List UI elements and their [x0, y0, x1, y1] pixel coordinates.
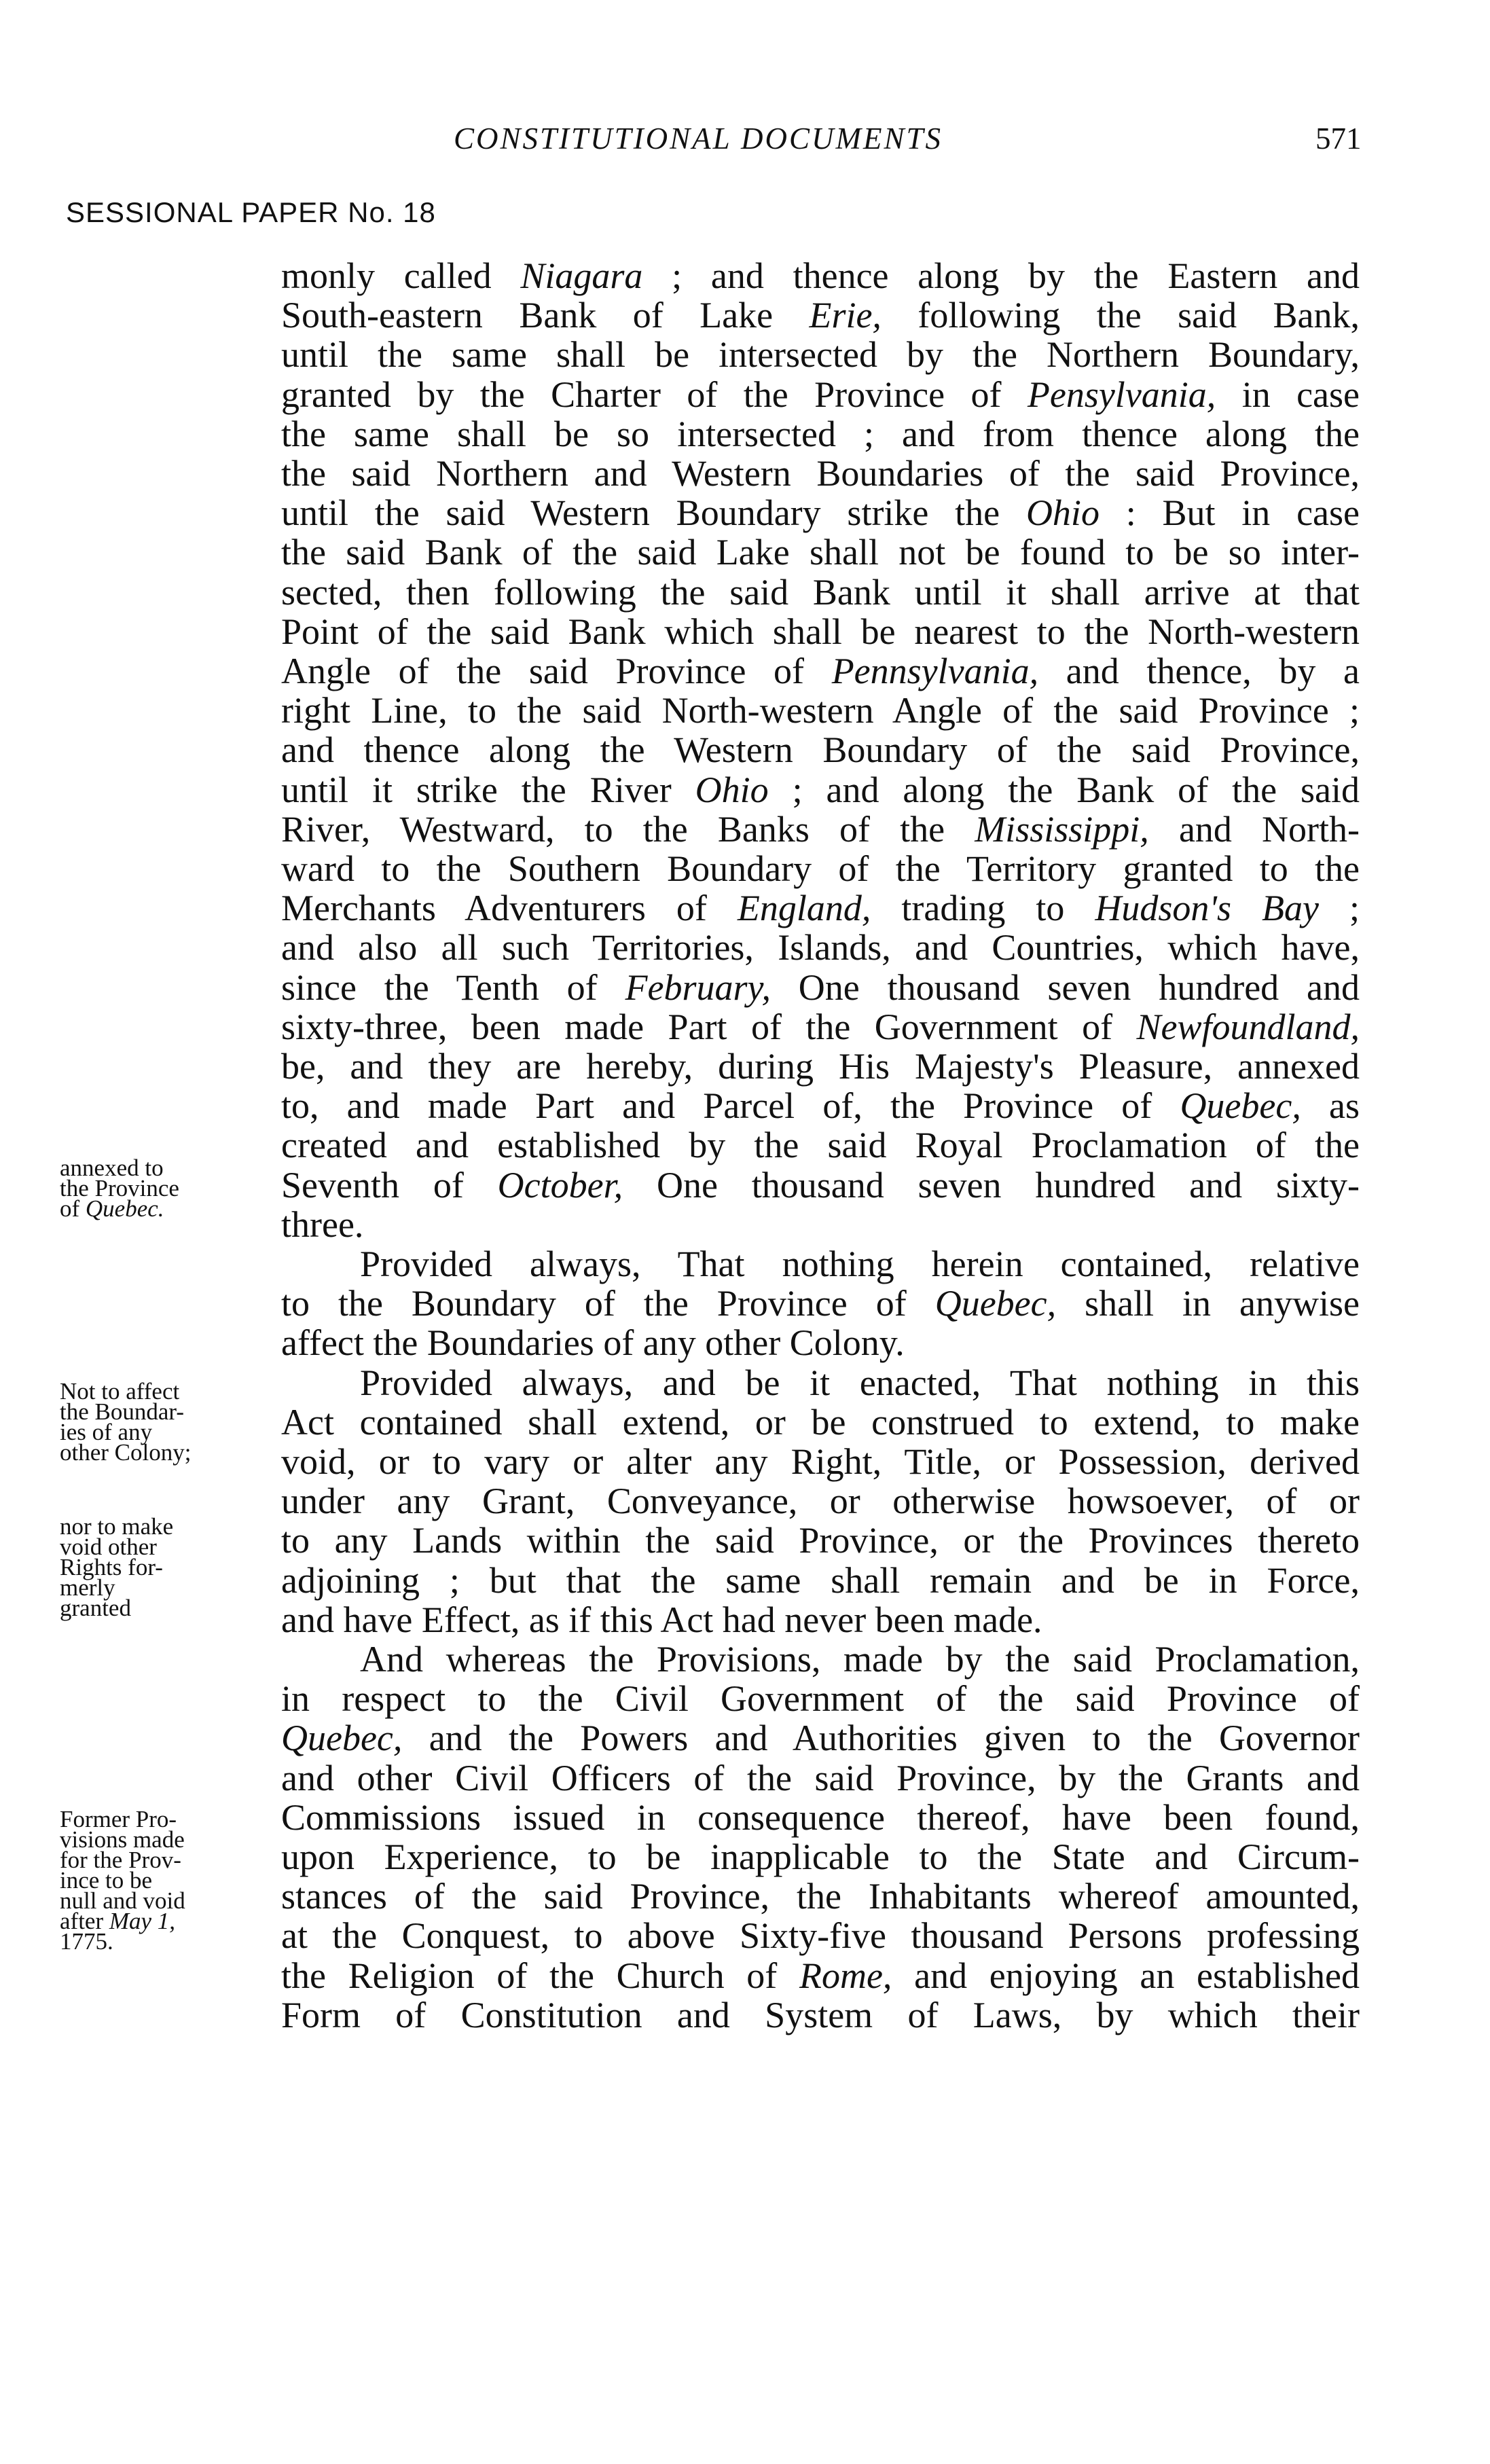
margin-note-text: ince to be	[60, 1867, 153, 1894]
text-segment: trading to	[871, 888, 1095, 929]
body-line	[281, 965, 1360, 1010]
running-title: CONSTITUTIONAL DOCUMENTS	[454, 122, 943, 156]
italic-text: Mississippi,	[975, 808, 1149, 850]
margin-note-text: the Province	[60, 1175, 179, 1201]
body-line	[281, 1479, 1360, 1523]
margin-note-text: for the Prov-	[60, 1847, 181, 1873]
text-segment: at the Conquest, to above Sixty-five thousand Persons professing	[281, 1915, 1360, 1957]
text-segment: Commissions issued in consequence thereof, have been found,	[281, 1796, 1360, 1838]
body-line	[281, 1558, 1360, 1603]
margin-note	[60, 1378, 192, 1466]
margin-note-text: null and void	[60, 1887, 185, 1914]
body-line	[281, 1004, 1360, 1049]
body-line	[281, 490, 1360, 535]
body-line	[281, 1756, 1360, 1800]
margin-note	[60, 1513, 174, 1621]
text-segment: River, Westward, to the Banks of the	[281, 808, 975, 850]
page-number: 571	[1315, 122, 1362, 156]
text-segment: three.	[281, 1203, 364, 1245]
body-line	[281, 1795, 1360, 1840]
text-segment: created and established by the said Royal Proclamation of the	[281, 1125, 1360, 1166]
margin-note-text: merly	[60, 1574, 115, 1601]
margin-note-text: after	[60, 1908, 109, 1934]
text-segment: to any Lands within the said Province, or the Provinces thereto	[281, 1520, 1360, 1561]
text-segment: South-eastern Bank of Lake	[281, 295, 810, 336]
italic-text: February,	[625, 966, 771, 1008]
italic-text: October,	[497, 1164, 623, 1206]
text-segment: Angle of the said Province of	[281, 651, 832, 691]
text-segment: Act contained shall extend, or be construed to extend, to make	[281, 1401, 1360, 1443]
body-line	[360, 1242, 1360, 1286]
body-line	[281, 1993, 1360, 2037]
margin-note-italic: May 1,	[109, 1908, 176, 1934]
text-segment: since the Tenth of	[281, 966, 625, 1008]
margin-note-text: of	[60, 1195, 86, 1222]
body-line	[281, 253, 1360, 298]
body-line	[281, 1044, 1360, 1089]
italic-text: Ohio	[695, 769, 769, 810]
text-segment: ;	[1318, 888, 1360, 929]
margin-note-text: void other	[60, 1534, 157, 1560]
body-line	[281, 1597, 1360, 1642]
text-segment: the same shall be so intersected ; and from thence along the	[281, 413, 1360, 454]
text-segment: in case	[1216, 374, 1360, 415]
text-segment: : But in case	[1099, 492, 1360, 534]
margin-note-text: ies of any	[60, 1419, 153, 1445]
text-segment: stances of the said Province, the Inhabitants whereof amounted,	[281, 1876, 1360, 1917]
italic-text: Hudson's Bay	[1095, 888, 1319, 929]
text-segment: Point of the said Bank which shall be nearest to the North-western	[281, 611, 1360, 652]
italic-text: Pennsylvania,	[831, 651, 1039, 691]
margin-note-text: annexed to	[60, 1155, 164, 1181]
text-segment: and thence along the Western Boundary of the said Province,	[281, 729, 1360, 771]
text-segment: Provided always, and be it enacted, That nothing in this	[360, 1362, 1360, 1403]
text-segment: the Religion of the Church of	[281, 1955, 799, 1996]
margin-note-text: the Boundar-	[60, 1398, 184, 1425]
body-line	[281, 1913, 1360, 1958]
text-segment: One thousand seven hundred and sixty-	[623, 1164, 1360, 1206]
margin-note-text: other Colony;	[60, 1439, 192, 1466]
margin-note-text: Rights for-	[60, 1554, 163, 1580]
text-segment: shall in anywise	[1056, 1283, 1360, 1324]
text-segment: in respect to the Civil Government of the said Province of	[281, 1678, 1360, 1720]
text-segment: following the said Bank,	[881, 295, 1360, 336]
text-segment: and have Effect, as if this Act had never been made.	[281, 1599, 1042, 1640]
text-segment: until the said Western Boundary strike the	[281, 492, 1026, 534]
text-segment: be, and they are hereby, during His Majesty's Pleasure, annexed	[281, 1046, 1360, 1087]
body-line	[281, 451, 1360, 496]
margin-note-text: Former Pro-	[60, 1806, 177, 1832]
body-line	[281, 372, 1360, 417]
italic-text: Quebec,	[1180, 1085, 1301, 1127]
text-segment: the said Bank of the said Lake shall not be found to be so inter-	[281, 532, 1360, 573]
text-segment: Seventh of	[281, 1164, 498, 1206]
text-segment: under any Grant, Conveyance, or otherwise howsoever, of or	[281, 1481, 1360, 1522]
body-line	[281, 1163, 1360, 1208]
margin-note-text: Not to affect	[60, 1378, 180, 1405]
italic-text: Newfoundland,	[1136, 1006, 1360, 1047]
text-segment: right Line, to the said North-western Angle of the said Province ;	[281, 690, 1360, 731]
italic-text: Pensylvania,	[1027, 374, 1216, 415]
body-line	[281, 1439, 1360, 1484]
text-segment: upon Experience, to be inapplicable to the State and Circum-	[281, 1836, 1360, 1877]
body-line	[281, 886, 1360, 930]
margin-note-italic: Quebec.	[85, 1195, 164, 1222]
italic-text: Ohio	[1025, 492, 1100, 534]
body-line	[281, 1202, 1360, 1247]
text-segment: sected, then following the said Bank until it shall arrive at that	[281, 571, 1360, 613]
text-segment: Provided always, That nothing herein contained, relative	[360, 1244, 1360, 1284]
margin-note-line	[60, 1595, 173, 1621]
body-line	[281, 1320, 1360, 1365]
body-line	[281, 807, 1360, 852]
body-line	[281, 1083, 1360, 1128]
text-segment: adjoining ; but that the same shall remain and be in Force,	[281, 1559, 1360, 1601]
body-line	[281, 1953, 1360, 1998]
text-segment: until the same shall be intersected by the Northern Boundary,	[281, 334, 1360, 376]
body-line	[281, 293, 1360, 338]
text-segment: to, and made Part and Parcel of, the Province of	[281, 1085, 1180, 1127]
body-line	[281, 570, 1360, 615]
body-line	[281, 925, 1360, 970]
italic-text: Niagara	[520, 255, 643, 296]
text-segment: the said Northern and Western Boundaries of the said Province,	[281, 453, 1360, 494]
body-line	[360, 1637, 1360, 1682]
body-line	[281, 1281, 1360, 1326]
body-line	[281, 332, 1360, 377]
text-segment: ward to the Southern Boundary of the Territory granted to the	[281, 848, 1360, 889]
body-line	[281, 727, 1360, 772]
italic-text: Erie,	[809, 295, 882, 336]
margin-note	[60, 1155, 179, 1222]
margin-note	[60, 1806, 185, 1955]
text-segment: Form of Constitution and System of Laws, by which their	[281, 1994, 1360, 2035]
margin-note-text: visions made	[60, 1826, 185, 1853]
body-line	[281, 609, 1360, 654]
text-segment: void, or to vary or alter any Right, Title, or Possession, derived	[281, 1441, 1360, 1482]
margin-note-line	[60, 1195, 179, 1222]
margin-note-text: granted	[60, 1595, 131, 1621]
text-segment: And whereas the Provisions, made by the said Proclamation,	[360, 1639, 1360, 1680]
text-segment: granted by the Charter of the Province of	[281, 374, 1028, 415]
body-line	[281, 1400, 1360, 1445]
text-segment: as	[1301, 1085, 1360, 1127]
text-segment: and North-	[1148, 808, 1360, 850]
body-line	[360, 1360, 1360, 1405]
text-segment: monly called	[281, 255, 521, 296]
italic-text: Rome,	[799, 1955, 892, 1996]
italic-text: Quebec,	[281, 1718, 403, 1759]
text-segment: and enjoying an established	[892, 1955, 1360, 1996]
text-segment: and also all such Territories, Islands, and Countries, which have,	[281, 927, 1360, 968]
text-segment: and thence, by a	[1038, 651, 1360, 691]
sessional-paper-label: SESSIONAL PAPER No. 18	[66, 196, 436, 228]
margin-note-text: nor to make	[60, 1513, 174, 1540]
text-segment: Merchants Adventurers of	[281, 888, 738, 929]
text-segment: ; and thence along by the Eastern and	[642, 255, 1360, 296]
body-line	[281, 649, 1360, 693]
text-segment: sixty-three, been made Part of the Government of	[281, 1006, 1137, 1047]
text-segment: to the Boundary of the Province of	[281, 1283, 935, 1324]
text-segment: and other Civil Officers of the said Province, by the Grants and	[281, 1757, 1360, 1798]
body-line	[281, 1676, 1360, 1721]
body-line	[281, 767, 1360, 812]
text-segment: affect the Boundaries of any other Colony.	[281, 1322, 905, 1364]
body-line	[281, 530, 1360, 575]
italic-text: Quebec,	[934, 1283, 1057, 1324]
body-line	[281, 1518, 1360, 1563]
italic-text: England,	[737, 888, 871, 929]
body-line	[281, 846, 1360, 891]
body-line	[281, 1874, 1360, 1919]
body-line	[281, 688, 1360, 733]
text-segment: ; and along the Bank of the said	[768, 769, 1360, 810]
text-segment: One thousand seven hundred and	[770, 966, 1360, 1008]
text-segment: until it strike the River	[281, 769, 695, 810]
margin-note-text: 1775.	[60, 1928, 113, 1955]
body-line	[281, 1834, 1360, 1879]
margin-note-line	[60, 1928, 185, 1955]
text-segment: and the Powers and Authorities given to the Governor	[402, 1718, 1360, 1759]
margin-note-line	[60, 1439, 192, 1466]
body-line	[281, 1123, 1360, 1167]
body-line	[281, 412, 1360, 456]
body-line	[281, 1716, 1360, 1760]
